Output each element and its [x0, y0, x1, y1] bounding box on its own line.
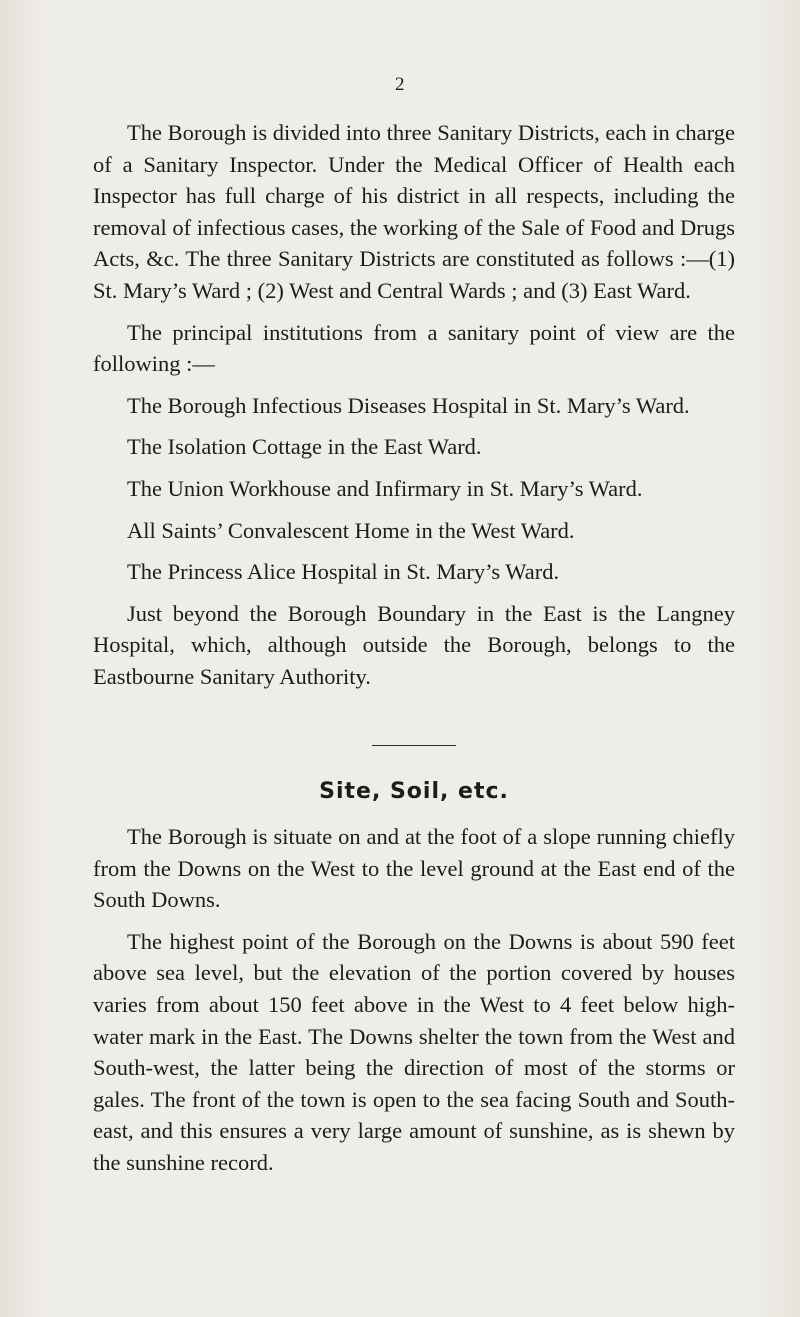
paragraph-langney-hospital: Just beyond the Borough Boundary in the East is the Langney Hospital, which, although outside the Borough, belongs to the Eastbourne Sanitary Authority. [93, 600, 735, 689]
paragraph-principal-institutions: The principal institutions from a sanitary point of view are the following :— [93, 319, 735, 377]
section-divider [372, 745, 456, 746]
list-item: The Union Workhouse and Infirmary in St. Mary’s Ward. [127, 475, 643, 501]
body-text [93, 117, 735, 1179]
paragraph-situation: The Borough is situate on and at the foot of a slope running chiefly from the Downs on the West to the level ground at the East end of the South Downs. [93, 824, 735, 913]
paragraph-elevation: The highest point of the Borough on the Downs is about 590 feet above sea level, but the elevation of the portion covered by houses varies from about 150 feet above in the West to 4 feet below high-water mark in the East. The Downs shelter the town from the West and South-west, the latter being the direction of most of the storms or gales. The front of the town is open to the sea facing South and South-east, and this ensures a very large amount of sunshine, as is shewn by the sunshine record. [93, 928, 735, 1176]
section-heading: Site, Soil, etc. [319, 778, 509, 804]
page-number: 2 [395, 74, 405, 95]
list-item: The Isolation Cottage in the East Ward. [127, 434, 482, 460]
list-item: The Borough Infectious Diseases Hospital in St. Mary’s Ward. [127, 392, 690, 418]
institutions-list [93, 390, 735, 588]
list-item: All Saints’ Convalescent Home in the West Ward. [127, 517, 575, 543]
list-item: The Princess Alice Hospital in St. Mary’s Ward. [127, 559, 560, 585]
paragraph-sanitary-districts: The Borough is divided into three Sanitary Districts, each in charge of a Sanitary Inspector. Under the Medical Officer of Health each Inspector has full charge of his district in all respects, including the removal of infectious cases, the working of the Sale of Food and Drugs Acts, &c. The three Sanitary Districts are constituted as follows :—(1) St. Mary’s Ward ; (2) West and Central Wards ; and (3) East Ward. [93, 120, 735, 303]
